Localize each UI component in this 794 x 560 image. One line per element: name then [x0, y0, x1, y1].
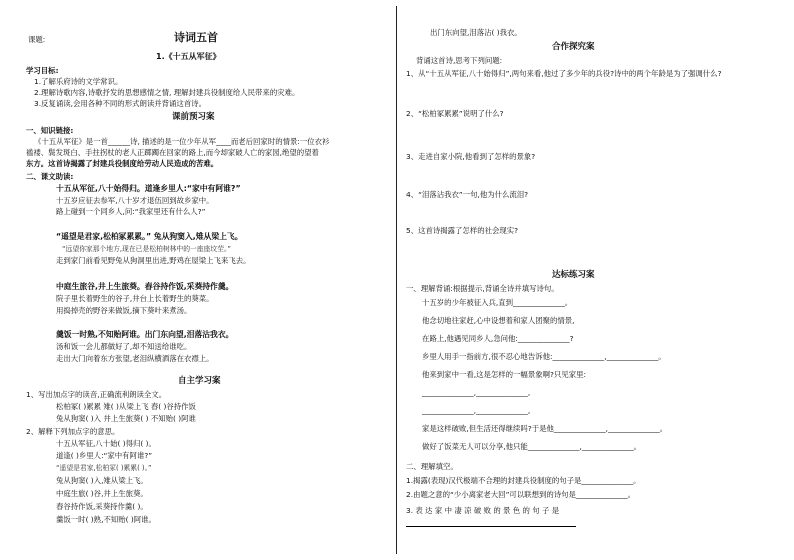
right-column	[402, 0, 774, 560]
practice-row-1: 十五岁的少年被征入兵,直到______________。	[422, 298, 573, 307]
practice-row-8: 家是这样破败,但生活还得继续吗?于是他______________,______________。	[422, 424, 668, 433]
fill-row-2: 2.由题之意的“少小离家老大回”可以联想到的诗句是______________。	[406, 490, 636, 499]
poem-title: 1.《十五从军征》	[156, 52, 221, 61]
translation-2: 路上碰到一个同乡人,问:“我家里还有什么人?”	[56, 207, 206, 216]
poem-line-1: 十五从军征,八十始得归。道逢乡里人:“家中有阿谁?”	[56, 184, 241, 193]
fill-row-1: 1.揭露(表现)汉代极端不合理的封建兵役制度的句子是______________。	[406, 476, 641, 485]
translation-7: 汤和饭一会儿都做好了,却不知送给谁吃。	[56, 342, 192, 351]
link-text-1: 《十五从军征》是一首______诗, 描述的是一位少年从军____而老后回家时的情景:一位衣衫	[34, 137, 330, 146]
poem-line-3: 中庭生旅谷,井上生旅葵。舂谷持作饭,采葵持作羹。	[56, 282, 234, 291]
goal-3: 3.反复诵读,会用各种不同的形式朗读并背诵这首诗。	[34, 99, 206, 108]
practice-section-2: 二、理解填空。	[406, 462, 458, 471]
goal-1: 1.了解乐府诗的文学常识。	[34, 77, 123, 86]
coop-question-1: 1、从“十五从军征,八十始得归”,两句来看,他过了多少年的兵役?诗中的两个年龄是为了强调什么?	[406, 69, 722, 78]
page-title: 诗词五首	[174, 31, 218, 44]
practice-row-6: ______________,______________,	[422, 388, 531, 397]
meaning-row-7: 羹饭一时( )熟,不知贻( )阿谁。	[56, 515, 156, 524]
coop-question-5: 5、这首诗揭露了怎样的社会现实?	[406, 226, 519, 235]
fill-answer-line[interactable]	[406, 526, 576, 527]
column-divider	[396, 6, 397, 554]
pron-row-2: 兔从狗窦( )入 井上生旅葵( ) 不知贻( )阿谁	[56, 414, 196, 423]
meaning-row-4: 兔从狗窦( )入,雉从梁上飞。	[56, 476, 148, 485]
meaning-row-3: “遥望是君家,松柏冢( )累累( )。”	[56, 464, 152, 472]
coop-question-4: 4、“泪落沾我衣”一句,他为什么流泪?	[406, 190, 529, 199]
meaning-row-2: 道逢( )乡里人:“家中有阿谁?”	[56, 451, 153, 460]
preview-heading: 课前预习案	[172, 112, 215, 122]
practice-row-2: 他念切地往家赶,心中设想着和家人团聚的情景,	[422, 316, 575, 325]
pron-row-1: 松柏冢( )累累 雉( )从梁上飞 舂( )谷持作饭	[56, 402, 196, 411]
translation-3: “远望你家那个地方,现在已是松柏树林中的一座座坟茔。”	[62, 245, 231, 253]
goal-2: 2.理解诗歌内容,诗歌抒发的思想感情之情, 理解封建兵役制度给人民带来的灾难。	[34, 88, 300, 97]
self-question-2: 2、解释下列加点字的意思。	[26, 427, 120, 436]
meaning-row-5: 中庭生旅( )谷,井上生旅葵。	[56, 489, 148, 498]
practice-row-3: 在路上,他遇见同乡人,急问他:______________?	[422, 334, 574, 343]
translation-6: 用捣掉壳的野谷来做饭,摘下葵叶来煮汤。	[56, 306, 192, 315]
translation-8: 走出大门向着东方张望,老泪纵横洒落在衣襟上。	[56, 354, 214, 363]
practice-section-1: 一、理解背诵:根据提示,背诵全诗并填写诗句。	[406, 284, 559, 293]
translation-4: 走到家门前看见野兔从狗洞里出进,野鸡在屋梁上飞来飞去。	[56, 256, 251, 265]
translation-5: 院子里长着野生的谷子,井台上长着野生的葵菜。	[56, 294, 214, 303]
left-column	[22, 0, 392, 560]
meaning-row-1: 十五从军征,八十始( )得归( )。	[56, 439, 156, 448]
coop-question-3: 3、走进自家小院,他看到了怎样的景象?	[406, 152, 536, 161]
poem-line-4: 羹饭一时熟,不知贻阿谁。出门东向望,泪落沾我衣。	[56, 330, 234, 339]
fill-row-3: 3. 表 达 家 中 凄 凉 破 败 的 景 色 的 句 子 是	[406, 506, 560, 515]
link-text-3: 东方。这首诗揭露了封建兵役制度给劳动人民造成的苦难。	[26, 159, 219, 168]
coop-question-2: 2、“松柏冢累累”说明了什么?	[406, 109, 504, 118]
practice-row-9: 做好了饭菜无人可以分享,他只能______________,______________。	[422, 442, 642, 451]
link-text-2: 褴褛、鬓发斑白、手拄拐杖的老人正踯躅在回家的路上,而今却家破人亡的家园,绝望的望着	[26, 148, 319, 157]
practice-heading: 达标练习案	[552, 270, 595, 280]
meaning-row-6: 舂谷持作饭,采葵持作羹( )。	[56, 502, 148, 511]
cooperation-intro: 背诵这首诗,思考下列问题:	[416, 56, 503, 65]
cooperation-heading: 合作探究案	[552, 42, 595, 52]
practice-row-5: 他来到家中一看,这是怎样的一幅景象啊?只见家里:	[422, 370, 586, 379]
translation-1: 十五岁应征去参军,八十岁才退伍回到故乡家中。	[56, 196, 214, 205]
section-reading: 二、课文助读:	[26, 172, 74, 181]
self-question-1: 1、写出加点字的读音,正确流利朗读全文。	[26, 390, 167, 399]
course-label: 课题:	[28, 35, 46, 44]
practice-row-4: 乡里人用手一指前方,很不忍心地告诉他:______________,______________。	[422, 352, 666, 361]
self-study-heading: 自主学习案	[178, 376, 221, 386]
top-continuation: 出门东向望,泪落沾( )我衣。	[430, 28, 522, 37]
poem-line-2: “遥望是君家,松柏冢累累。” 兔从狗窦入,雉从梁上飞。	[56, 232, 243, 241]
goals-heading: 学习目标:	[26, 66, 59, 75]
section-knowledge: 一、知识链接:	[26, 126, 74, 135]
practice-row-7: ______________,______________,	[422, 406, 531, 415]
